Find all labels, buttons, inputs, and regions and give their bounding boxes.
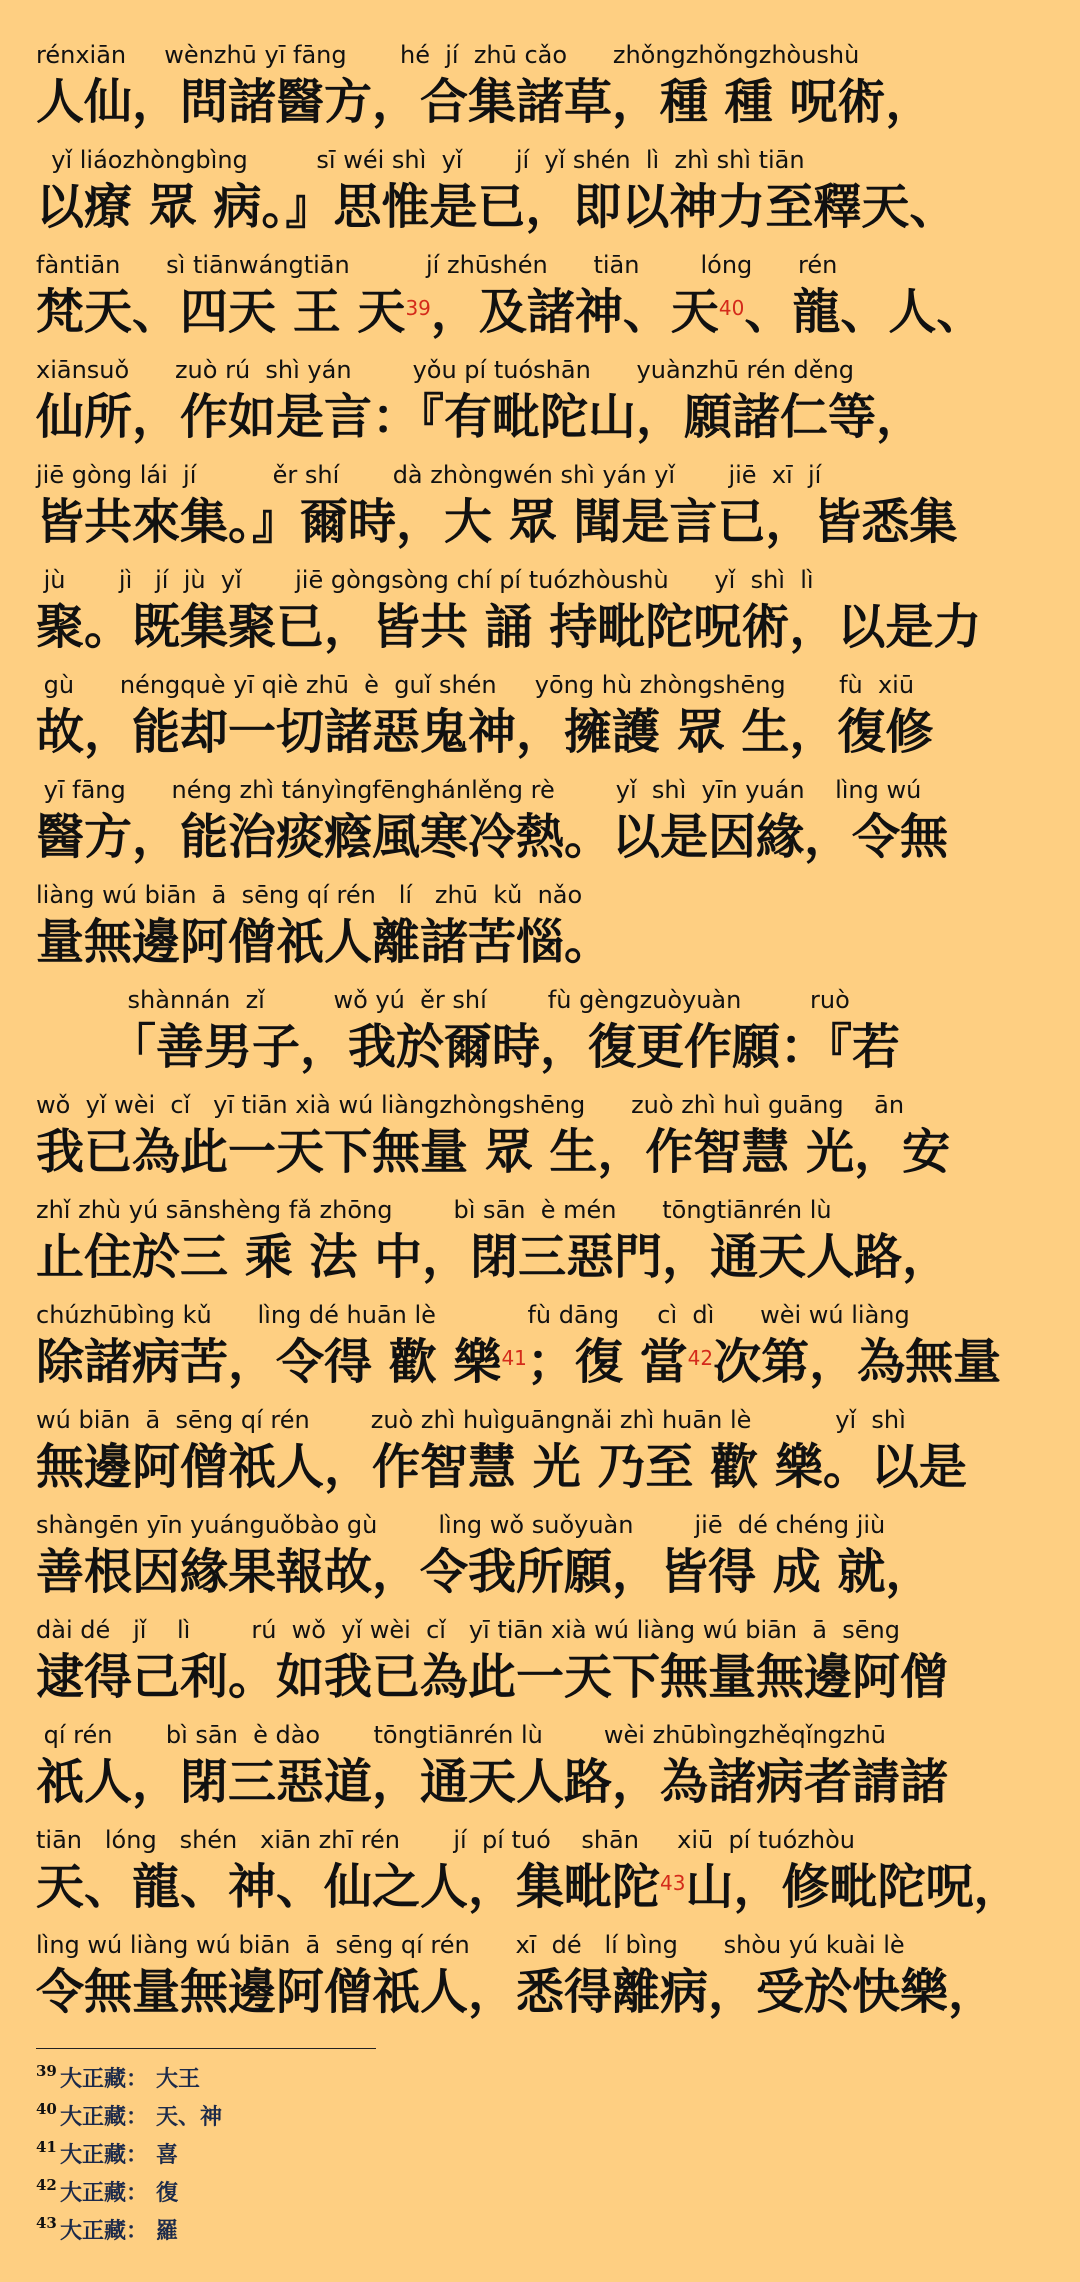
hanzi-text: 皆共來集。』爾時，大 眾 聞是言已，皆悉集: [36, 494, 958, 550]
hanzi-text: 山，修毗陀呪，: [685, 1859, 1022, 1915]
hanzi-line: [36, 1439, 1056, 1497]
hanzi-text: 以療 眾 病。』思惟是已，即以神力至釋天、: [36, 179, 958, 235]
hanzi-text: 天、龍、神、仙之人，集毗陀: [36, 1859, 661, 1915]
hanzi-text: 人仙，問諸醫方，合集諸草，種 種 呪術，: [36, 74, 934, 130]
pinyin-line: lìng wú liàng wú biān ā sēng qí rén xī dé lí bìng shòu yú kuài lè: [36, 1931, 905, 1959]
text-line: [36, 1823, 1056, 1913]
footnote-text: 喜: [156, 2142, 179, 2168]
hanzi-line: [36, 389, 1056, 447]
text-line: [36, 1298, 1056, 1388]
hanzi-text: 、龍、人、: [744, 284, 985, 340]
text-line: [36, 1403, 1056, 1493]
hanzi-text: 我已為此一天下無量 眾 生，作智慧 光，安: [36, 1124, 951, 1180]
text-line: [36, 38, 1056, 128]
footnote-number: 41: [36, 2138, 57, 2156]
hanzi-text: 無邊阿僧祇人，作智慧 光 乃至 歡 樂。以是: [36, 1439, 967, 1495]
pinyin-line: shànnán zǐ wǒ yú ěr shí fù gèngzuòyuàn ruò: [36, 986, 850, 1014]
hanzi-text: 除諸病苦，令得 歡 樂: [36, 1334, 502, 1390]
pinyin-line: yī fāng néng zhì tányìngfēnghánlěng rè yǐ shì yīn yuán lìng wú: [36, 776, 922, 804]
text-line: [36, 458, 1056, 548]
pinyin-line: liàng wú biān ā sēng qí rén lí zhū kǔ nǎo: [36, 881, 583, 909]
hanzi-line: [36, 74, 1056, 132]
footnote-marker: 42: [687, 1346, 714, 1370]
footnote-divider: [36, 2048, 376, 2049]
hanzi-text: 令無量無邊阿僧祇人，悉得離病，受於快樂，: [36, 1964, 997, 2020]
footnote-item: [36, 2098, 636, 2136]
footnote-item: [36, 2174, 636, 2212]
hanzi-text: 逮得己利。如我已為此一天下無量無邊阿僧: [36, 1649, 949, 1705]
footnote-source: 大正藏：: [60, 2180, 149, 2206]
footnote-item: [36, 2136, 636, 2174]
footnotes: [36, 2060, 636, 2250]
pinyin-line: tiān lóng shén xiān zhī rén jí pí tuó shān xiū pí tuózhòu: [36, 1826, 855, 1854]
hanzi-line: [36, 1229, 1056, 1287]
footnote-text: 羅: [156, 2218, 179, 2244]
hanzi-line: [36, 1859, 1056, 1917]
hanzi-text: 次第，為無量: [713, 1334, 1002, 1390]
footnote-number: 40: [36, 2100, 57, 2118]
hanzi-line: [36, 599, 1056, 657]
hanzi-text: 量無邊阿僧祇人離諸苦惱。: [36, 914, 613, 970]
hanzi-text: 聚。既集聚已，皆共 誦 持毗陀呪術，以是力: [36, 599, 982, 655]
hanzi-line: [36, 1544, 1056, 1602]
hanzi-text: 「善男子，我於爾時，復更作願：『若: [36, 1019, 901, 1075]
hanzi-line: [36, 809, 1056, 867]
hanzi-line: [36, 179, 1056, 237]
pinyin-line: wú biān ā sēng qí rén zuò zhì huìguāngnǎi zhì huān lè yǐ shì: [36, 1406, 906, 1434]
text-line: [36, 563, 1056, 653]
text-line: [36, 1088, 1056, 1178]
footnote-source: 大正藏：: [60, 2066, 149, 2092]
hanzi-line: [36, 704, 1056, 762]
text-line: [36, 1193, 1056, 1283]
hanzi-line: [36, 1964, 1056, 2022]
hanzi-line: [36, 494, 1056, 552]
hanzi-line: [36, 1019, 1056, 1077]
hanzi-text: ，及諸神、天: [430, 284, 719, 340]
text-line: [36, 353, 1056, 443]
hanzi-text: 止住於三 乘 法 中，閉三惡門，通天人路，: [36, 1229, 951, 1285]
pinyin-line: qí rén bì sān è dào tōngtiānrén lù wèi zhūbìngzhěqǐngzhū: [36, 1721, 886, 1749]
footnote-marker: 43: [660, 1871, 686, 1895]
footnote-text: 復: [156, 2180, 179, 2206]
pinyin-line: fàntiān sì tiānwángtiān jí zhūshén tiān lóng rén: [36, 251, 838, 279]
text-line: [36, 983, 1056, 1073]
hanzi-line: [36, 914, 1056, 972]
hanzi-text: 祇人，閉三惡道，通天人路，為諸病者請諸: [36, 1754, 949, 1810]
text-line: [36, 878, 1056, 968]
pinyin-line: yǐ liáozhòngbìng sī wéi shì yǐ jí yǐ shén lì zhì shì tiān: [36, 146, 805, 174]
footnote-number: 39: [36, 2062, 57, 2080]
footnote-source: 大正藏：: [60, 2142, 149, 2168]
hanzi-line: [36, 1754, 1056, 1812]
footnote-number: 42: [36, 2176, 57, 2194]
footnote-marker: 41: [501, 1346, 527, 1370]
hanzi-text: 故，能却一切諸惡鬼神，擁護 眾 生，復修: [36, 704, 934, 760]
pinyin-line: wǒ yǐ wèi cǐ yī tiān xià wú liàngzhòngshēng zuò zhì huì guāng ān: [36, 1091, 905, 1119]
text-line: [36, 668, 1056, 758]
footnote-marker: 39: [405, 296, 431, 320]
hanzi-line: [36, 1334, 1056, 1392]
hanzi-text: 梵天、四天 王 天: [36, 284, 406, 340]
pinyin-line: jù jì jí jù yǐ jiē gòngsòng chí pí tuózhòushù yǐ shì lì: [36, 566, 814, 594]
footnote-marker: 40: [718, 296, 745, 320]
footnote-source: 大正藏：: [60, 2218, 149, 2244]
text-line: [36, 143, 1056, 233]
pinyin-line: xiānsuǒ zuò rú shì yán yǒu pí tuóshān yuànzhū rén děng: [36, 356, 854, 384]
pinyin-line: dài dé jǐ lì rú wǒ yǐ wèi cǐ yī tiān xià wú liàng wú biān ā sēng: [36, 1616, 900, 1644]
pinyin-line: gù néngquè yī qiè zhū è guǐ shén yōng hù zhòngshēng fù xiū: [36, 671, 915, 699]
pinyin-line: zhǐ zhù yú sānshèng fǎ zhōng bì sān è mén tōngtiānrén lù: [36, 1196, 832, 1224]
pinyin-line: shàngēn yīn yuánguǒbào gù lìng wǒ suǒyuàn jiē dé chéng jiù: [36, 1511, 886, 1539]
footnote-number: 43: [36, 2214, 57, 2232]
text-line: [36, 1508, 1056, 1598]
hanzi-text: 善根因緣果報故，令我所願，皆得 成 就，: [36, 1544, 934, 1600]
pinyin-line: rénxiān wènzhū yī fāng hé jí zhū cǎo zhǒngzhǒngzhòushù: [36, 41, 860, 69]
hanzi-line: [36, 1649, 1056, 1707]
hanzi-text: 仙所，作如是言：『有毗陀山，願諸仁等，: [36, 389, 925, 445]
footnote-item: [36, 2060, 636, 2098]
hanzi-text: 醫方，能治痰癊風寒冷熱。以是因緣，令無: [36, 809, 949, 865]
text-line: [36, 1613, 1056, 1703]
hanzi-text: ；復 當: [526, 1334, 688, 1390]
footnote-item: [36, 2212, 636, 2250]
text-line: [36, 773, 1056, 863]
hanzi-line: [36, 284, 1056, 342]
footnote-text: 天、神: [156, 2104, 223, 2130]
hanzi-line: [36, 1124, 1056, 1182]
footnote-source: 大正藏：: [60, 2104, 149, 2130]
footnote-text: 大王: [156, 2066, 201, 2092]
pinyin-line: jiē gòng lái jí ěr shí dà zhòngwén shì yán yǐ jiē xī jí: [36, 461, 822, 489]
text-line: [36, 1718, 1056, 1808]
text-line: [36, 1928, 1056, 2018]
text-line: [36, 248, 1056, 338]
pinyin-line: chúzhūbìng kǔ lìng dé huān lè fù dāng cì dì wèi wú liàng: [36, 1301, 910, 1329]
